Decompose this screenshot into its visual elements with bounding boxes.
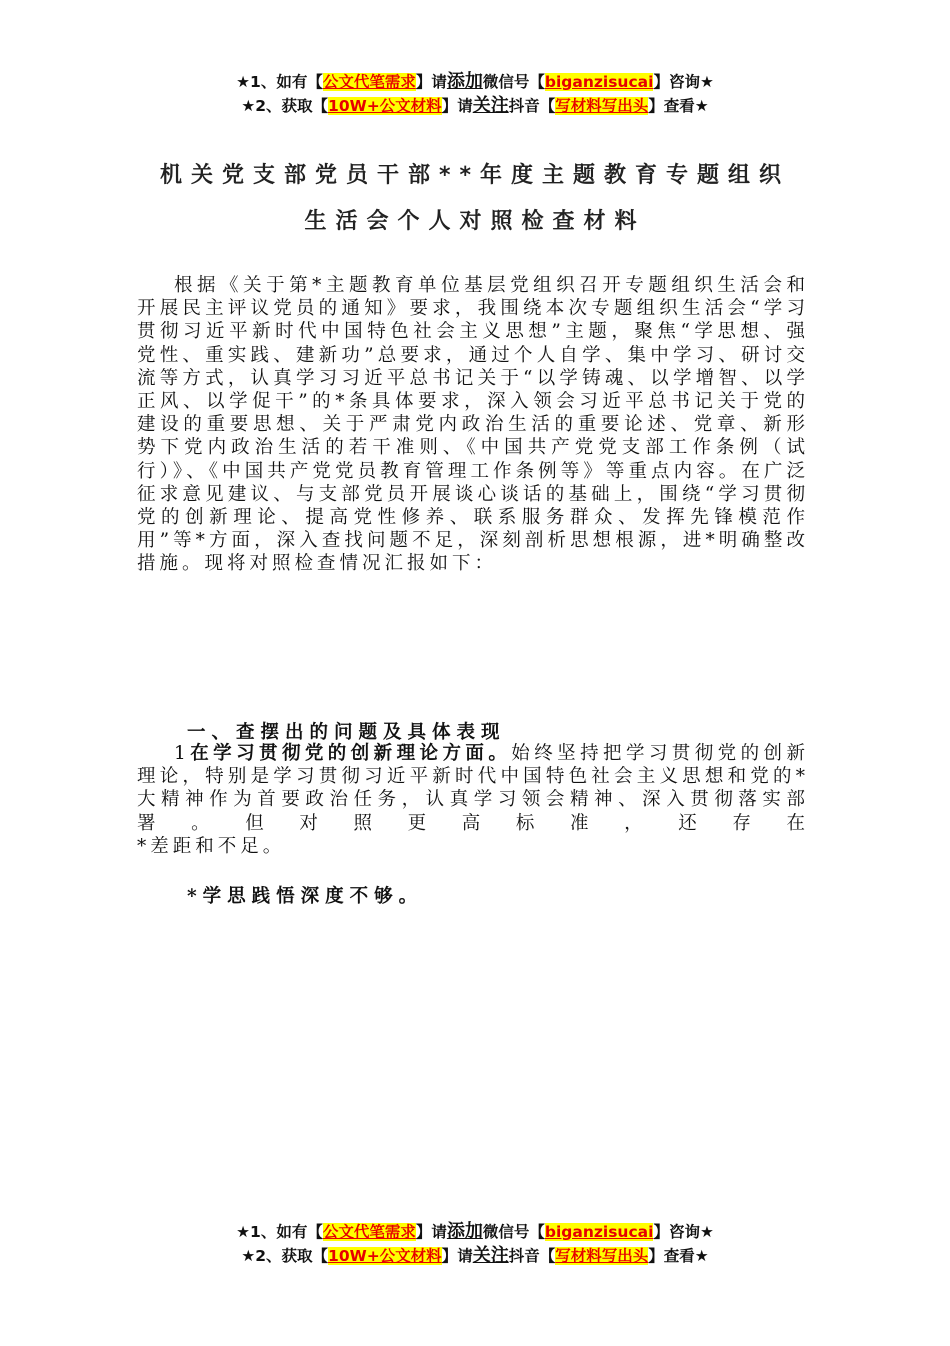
promo-text: 】查看★ — [648, 97, 709, 115]
promo-text: 抖音【 — [508, 1247, 556, 1265]
promo-text: 微信号【 — [482, 1223, 545, 1241]
promo-text: ★1、如有【 — [236, 1223, 323, 1241]
promo-line-1 — [0, 1220, 950, 1244]
promo-emphasis: 添加 — [446, 1221, 483, 1242]
intro-last-line: 措施。现将对照检查情况汇报如下： — [137, 553, 498, 575]
promo-text: 】请 — [415, 1223, 447, 1241]
promo-wechat-id: biganzisucai — [544, 1223, 654, 1241]
paragraph-last-line: *差距和不足。 — [137, 835, 286, 857]
promo-text: 微信号【 — [482, 73, 545, 91]
promo-text: ★2、获取【 — [241, 1247, 329, 1265]
promo-text: 】请 — [415, 73, 447, 91]
section-heading: 一、查摆出的问题及具体表现 — [187, 722, 506, 743]
promo-emphasis: 关注 — [472, 95, 509, 116]
promo-text: 】请 — [441, 97, 473, 115]
promo-text: ★2、获取【 — [241, 97, 329, 115]
sub-heading: *学思践悟深度不够。 — [187, 886, 424, 907]
promo-banner-top — [0, 70, 950, 118]
promo-emphasis: 关注 — [472, 1245, 509, 1266]
promo-line-2 — [0, 94, 950, 118]
promo-text: 】请 — [441, 1247, 473, 1265]
promo-text: 抖音【 — [508, 97, 556, 115]
promo-text: ★1、如有【 — [236, 73, 323, 91]
problem-paragraph-1 — [137, 742, 809, 858]
promo-line-2 — [0, 1244, 950, 1268]
paragraph-number: 1 — [174, 743, 190, 764]
paragraph-lead-bold: 在学习贯彻党的创新理论方面。 — [189, 743, 512, 764]
paragraph-main-text: 始终坚持把学习贯彻党的创新理论，特别是学习贯彻习近平新时代中国特色社会主义思想和党的*大精神作为首要政治任务，认真学习领会精神、深入贯彻落实部署。但对照更高标准，还存在 — [137, 743, 809, 834]
promo-highlight: 公文代笔需求 — [322, 73, 416, 91]
promo-douyin-id: 写材料写出头 — [555, 1247, 649, 1265]
intro-paragraph — [137, 274, 809, 576]
document-title-line-2: 生活会个人对照检查材料 — [304, 209, 646, 234]
promo-emphasis: 添加 — [446, 71, 483, 92]
promo-text: 】咨询★ — [653, 73, 714, 91]
promo-text: 】查看★ — [648, 1247, 709, 1265]
promo-text: 】咨询★ — [653, 1223, 714, 1241]
document-title-line-1: 机关党支部党员干部**年度主题教育专题组织 — [159, 163, 790, 188]
promo-line-1 — [0, 70, 950, 94]
promo-highlight: 10W+公文材料 — [328, 97, 442, 115]
intro-main-text: 根据《关于第*主题教育单位基层党组织召开专题组织生活会和开展民主评议党员的通知》要求，我围绕本次专题组织生活会“学习贯彻习近平新时代中国特色社会主义思想”主题，聚焦“学思想、强党性、重实践、建新功”总要求，通过个人自学、集中学习、研讨交流等方式，认真学习习近平总书记关于“以学铸魂、以学增智、以学正风、以学促干”的*条具体要求，深入领会习近平总书记关于党的建设的重要思想、关于严肃党内政治生活的重要论述、党章、新形势下党内政治生活的若干准则、《中国共产党党支部工作条例（试行）》、《中国共产党党员教育管理工作条例等》等重点内容。在广泛征求意见建议、与支部党员开展谈心谈话的基础上，围绕“学习贯彻党的创新理论、提高党性修养、联系服务群众、发挥先锋模范作用”等*方面，深入查找问题不足，深刻剖析思想根源，进*明确整改 — [137, 275, 809, 552]
promo-highlight: 10W+公文材料 — [328, 1247, 442, 1265]
promo-banner-bottom — [0, 1220, 950, 1268]
promo-wechat-id: biganzisucai — [544, 73, 654, 91]
promo-highlight: 公文代笔需求 — [322, 1223, 416, 1241]
promo-douyin-id: 写材料写出头 — [555, 97, 649, 115]
